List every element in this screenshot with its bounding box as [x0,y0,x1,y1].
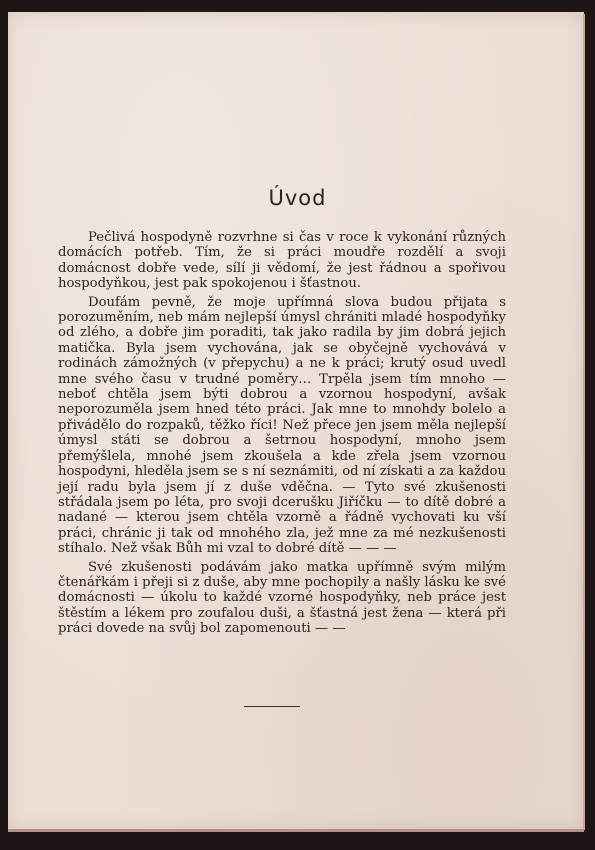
body-text [58,230,506,637]
paragraph-2: Doufám pevně, že moje upřímná slova budou přijata s porozuměním, neb mám nejlepší úmysl chrániti mladé hospodyňky od zlého, a dobře jim poraditi, tak jako radila by jim dobrá jejich matička. Byla jsem vychována, jak se obyčejně vychovává v rodinách zámožných (v přepychu) a ne k práci; krutý osud uvedl mne svého času v trudné poměry… Trpěla jsem tím mnoho — neboť chtěla jsem býti dobrou a vzornou hospodyní, avšak neporozuměla jsem hned této práci. Jak mne to mnohdy bolelo a přivádělo do rozpaků, těžko říci! Než přece jen jsem měla nejlepší úmysl státi se dobrou a šetrnou hospodyní, mnoho jsem přemýšlela, mnohé jsem zkoušela a kde zřela jsem vzornou hospodyni, hleděla jsem se s ní seznámiti, od ní získati a za každou její radu byla jsem jí z duše vděčna. — Tyto své zkušenosti střádala jsem po léta, pro svoji dcerušku Jiříčku — to dítě dobré a nadané — kterou jsem chtěla vzorně a řádně vychovati ku vší práci, chránic ji tak od mnohého zla, jež mne za mé nezkušenosti stíhalo. Než však Bůh mi vzal to dobré dítě — — — [58,294,506,557]
page-bottom-edge [8,829,584,832]
page-title: Úvod [268,186,327,210]
closing-rule [244,706,300,707]
page-edge [583,14,585,830]
paragraph-3: Své zkušenosti podávám jako matka upřímně svým milým čtenářkám i přeji si z duše, aby mne pochopily a našly lásku ke své domácnosti — úkolu to každé vzorné hospodyňky, neb práce jest štěstím a lékem pro zoufalou duši, a šťastná jest žena — která při práci dovede na svůj bol zapomenouti — — [58,559,506,637]
paragraph-1: Pečlivá hospodyně rozvrhne si čas v roce k vykonání různých domácích potřeb. Tím, že si práci moudře rozdělí a svoji domácnost dobře vede, sílí ji vědomí, že jest řádnou a spořivou hospodyňkou, jest pak spokojenou i šťastnou. [58,230,506,292]
